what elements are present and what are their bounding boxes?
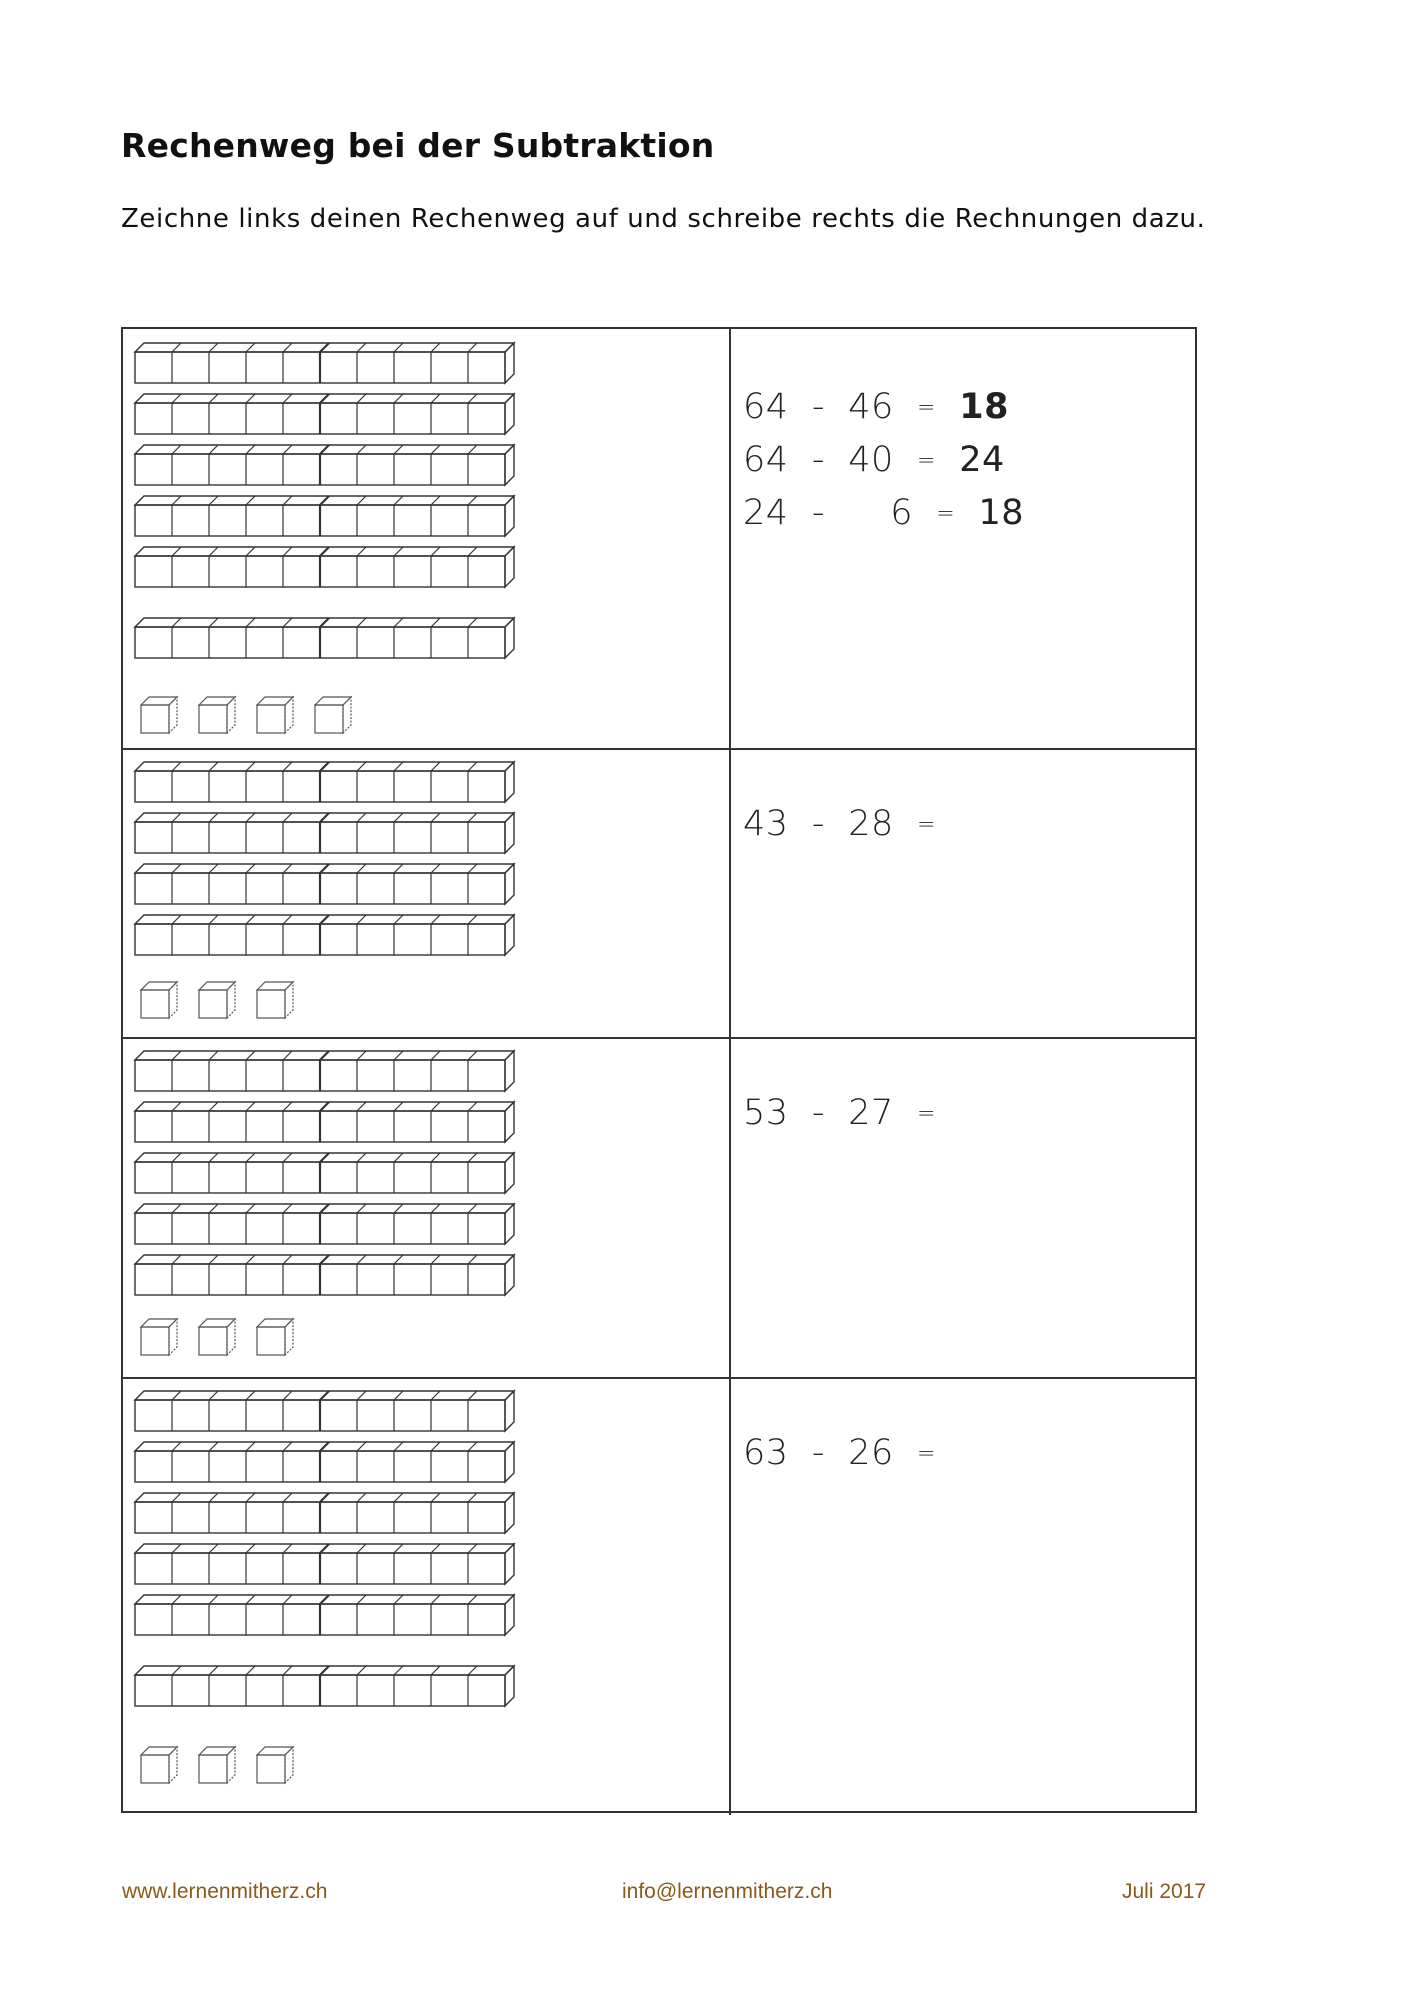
equals-sign: =: [917, 1101, 936, 1127]
subtrahend: 27: [848, 1093, 894, 1133]
equals-sign: =: [917, 448, 936, 474]
column-divider: [729, 1039, 731, 1377]
equation-line: [743, 440, 1005, 480]
equation-line: [743, 387, 1009, 427]
unit-cube: [199, 982, 235, 1018]
result: 18: [978, 493, 1025, 533]
equation-line: [743, 1433, 959, 1473]
unit-cube: [199, 1319, 235, 1355]
footer-website[interactable]: www.lernenmitherz.ch: [122, 1880, 328, 1903]
result: 18: [959, 387, 1009, 427]
unit-cube: [199, 1747, 235, 1783]
ten-rod: [135, 813, 514, 853]
equals-sign: =: [917, 812, 936, 838]
subtrahend: 28: [848, 804, 894, 844]
ten-rod: [135, 1442, 514, 1482]
equation-line: [743, 804, 959, 844]
unit-cube: [257, 697, 293, 733]
base-ten-blocks-2: [123, 750, 729, 1037]
minus-sign: -: [811, 1433, 825, 1473]
ten-rod: [135, 445, 514, 485]
column-divider: [729, 1379, 731, 1815]
exercise-row-4: [123, 1379, 1195, 1815]
subtrahend: 26: [848, 1433, 894, 1473]
ten-rod: [135, 1255, 514, 1295]
exercise-table: [121, 327, 1197, 1813]
subtrahend: 46: [848, 387, 894, 427]
subtrahend: 6: [890, 493, 913, 533]
exercise-row-2: [123, 750, 1195, 1039]
equals-sign: =: [936, 501, 956, 527]
column-divider: [729, 750, 731, 1037]
ten-rod: [135, 394, 514, 434]
equation-line: [743, 493, 1024, 533]
minuend: 53: [743, 1093, 789, 1133]
ten-rod: [135, 864, 514, 904]
minuend: 64: [743, 440, 789, 480]
ten-rod: [135, 496, 514, 536]
equation-line: [743, 1093, 959, 1133]
minus-sign: -: [811, 440, 825, 480]
ten-rod: [135, 915, 514, 955]
unit-cube: [141, 697, 177, 733]
ten-rod: [135, 1204, 514, 1244]
worksheet-instruction: Zeichne links deinen Rechenweg auf und schreibe rechts die Rechnungen dazu.: [121, 204, 1206, 234]
ten-rod: [135, 1544, 514, 1584]
minus-sign: -: [811, 804, 825, 844]
base-ten-blocks-3: [123, 1039, 729, 1377]
exercise-row-3: [123, 1039, 1195, 1379]
equals-sign: =: [917, 1441, 936, 1467]
footer-date: Juli 2017: [1122, 1880, 1207, 1903]
ten-rod: [135, 1666, 514, 1706]
ten-rod: [135, 762, 514, 802]
minus-sign: -: [811, 493, 825, 533]
column-divider: [729, 329, 731, 748]
ten-rod: [135, 343, 514, 383]
ten-rod: [135, 1051, 514, 1091]
unit-cube: [257, 1319, 293, 1355]
unit-cube: [315, 697, 351, 733]
worksheet-title: Rechenweg bei der Subtraktion: [121, 126, 715, 165]
ten-rod: [135, 1102, 514, 1142]
minuend: 64: [743, 387, 789, 427]
ten-rod: [135, 1391, 514, 1431]
minuend: 43: [743, 804, 789, 844]
unit-cube: [141, 1747, 177, 1783]
ten-rod: [135, 618, 514, 658]
result: 24: [959, 440, 1005, 480]
ten-rod: [135, 1153, 514, 1193]
exercise-row-1: [123, 329, 1195, 750]
minuend: 63: [743, 1433, 789, 1473]
base-ten-blocks-1: [123, 329, 729, 748]
unit-cube: [141, 1319, 177, 1355]
footer-email[interactable]: info@lernenmitherz.ch: [622, 1880, 833, 1903]
ten-rod: [135, 1595, 514, 1635]
unit-cube: [257, 982, 293, 1018]
minus-sign: -: [811, 387, 825, 427]
subtrahend: 40: [848, 440, 894, 480]
unit-cube: [141, 982, 177, 1018]
minuend: 24: [743, 493, 789, 533]
ten-rod: [135, 547, 514, 587]
equals-sign: =: [917, 395, 936, 421]
ten-rod: [135, 1493, 514, 1533]
base-ten-blocks-4: [123, 1379, 729, 1815]
unit-cube: [199, 697, 235, 733]
unit-cube: [257, 1747, 293, 1783]
minus-sign: -: [811, 1093, 825, 1133]
